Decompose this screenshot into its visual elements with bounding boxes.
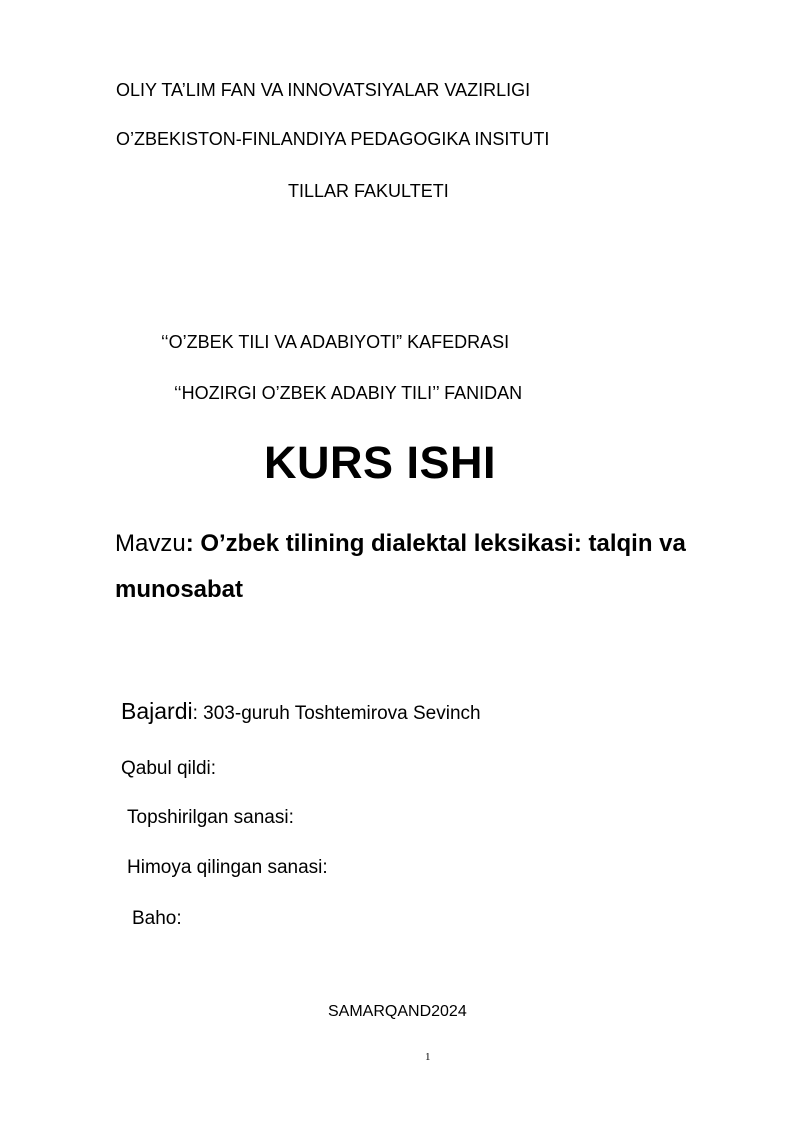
accepted-by-line: Qabul qildi: bbox=[121, 758, 217, 779]
performed-by-line bbox=[121, 700, 481, 723]
defended-date-line: Himoya qilingan sanasi: bbox=[127, 857, 328, 878]
document-title: KURS ISHI bbox=[264, 437, 497, 488]
topic-text-1: : O’zbek tilining dialektal leksikasi: talqin va bbox=[185, 530, 686, 557]
grade-line: Baho: bbox=[132, 908, 182, 929]
faculty-heading: TILLAR FAKULTETI bbox=[288, 181, 449, 201]
topic-label: Mavzu bbox=[115, 530, 186, 557]
subject-heading: ‘‘HOZIRGI O’ZBEK ADABIY TILI’’ FANIDAN bbox=[174, 383, 523, 403]
city-year: SAMARQAND2024 bbox=[328, 1003, 467, 1020]
ministry-heading: OLIY TA’LIM FAN VA INNOVATSIYALAR VAZIRLIGI bbox=[116, 80, 531, 100]
topic-text-2: munosabat bbox=[115, 576, 244, 603]
topic-line-2 bbox=[115, 578, 243, 602]
topic-line-1 bbox=[115, 532, 686, 556]
institute-heading: O’ZBEKISTON-FINLANDIYA PEDAGOGIKA INSITUTI bbox=[116, 129, 550, 149]
performed-value: : 303-guruh Toshtemirova Sevinch bbox=[192, 703, 481, 724]
department-heading: ‘‘O’ZBEK TILI VA ADABIYOTI” KAFEDRASI bbox=[161, 332, 510, 352]
performed-label: Bajardi bbox=[121, 698, 193, 724]
submitted-date-line: Topshirilgan sanasi: bbox=[127, 807, 294, 828]
page-number: 1 bbox=[425, 1051, 431, 1063]
